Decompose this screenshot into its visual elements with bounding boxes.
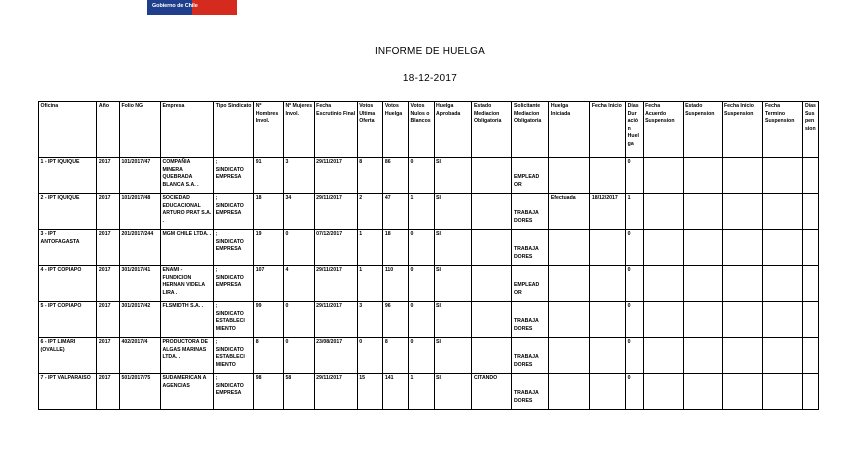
table-cell (683, 302, 722, 338)
table-cell: 6 - IPT LIMARI (OVALLE) (39, 338, 97, 374)
column-header: Estado Mediacion Obligatoria (472, 102, 512, 158)
table-cell: 4 - IPT COPIAPO (39, 266, 97, 302)
table-cell: 0 (626, 374, 643, 410)
table-cell: 8 (357, 158, 383, 194)
table-cell: 1 (357, 230, 383, 266)
table-cell: 101/2017/47 (119, 158, 160, 194)
table-cell: 15 (357, 374, 383, 410)
table-cell: 91 (254, 158, 284, 194)
table-cell: 2017 (97, 302, 120, 338)
table-cell (590, 338, 626, 374)
table-cell (683, 158, 722, 194)
table-cell: 0 (283, 302, 314, 338)
logo-text: Gobierno de Chile (152, 3, 198, 9)
table-cell: 2 (357, 194, 383, 230)
column-header: Empresa (160, 102, 213, 158)
table-cell: TRABAJA DORES (512, 374, 549, 410)
column-header: Votos Huelga (383, 102, 409, 158)
table-cell: 0 (408, 338, 434, 374)
table-cell (763, 194, 803, 230)
table-cell: SOCIEDAD EDUCACIONAL ARTURO PRAT S.A. . (160, 194, 213, 230)
table-cell: SI (434, 302, 472, 338)
table-cell: 3 (357, 302, 383, 338)
table-cell: 0 (408, 266, 434, 302)
table-cell: 2017 (97, 194, 120, 230)
table-cell (643, 158, 683, 194)
table-cell: CITANDO (472, 374, 512, 410)
table-cell: 4 (283, 266, 314, 302)
table-cell: 201/2017/244 (119, 230, 160, 266)
table-cell: 29/11/2017 (314, 266, 357, 302)
table-cell (472, 302, 512, 338)
table-cell: 1 (408, 374, 434, 410)
table-cell (803, 266, 819, 302)
column-header: Huelga Aprobada (434, 102, 472, 158)
table-cell: EMPLEAD OR (512, 266, 549, 302)
table-cell (590, 158, 626, 194)
table-cell: 0 (626, 230, 643, 266)
column-header: Fecha Termino Suspension (763, 102, 803, 158)
table-cell: 3 - IPT ANTOFAGASTA (39, 230, 97, 266)
table-cell (549, 302, 590, 338)
table-cell (683, 230, 722, 266)
table-cell (722, 302, 763, 338)
table-cell (803, 374, 819, 410)
table-cell: 5 - IPT COPIAPO (39, 302, 97, 338)
table-cell: 2017 (97, 374, 120, 410)
table-cell (643, 194, 683, 230)
table-cell (722, 374, 763, 410)
table-cell (472, 194, 512, 230)
table-cell (803, 230, 819, 266)
table-cell: MGM CHILE LTDA. . (160, 230, 213, 266)
column-header: Año (97, 102, 120, 158)
table-cell (590, 266, 626, 302)
table-cell: ENAMI - FUNDICION HERNAN VIDELA LIRA . (160, 266, 213, 302)
column-header: Días Dur ació n Huel ga (626, 102, 643, 158)
table-cell: 0 (408, 302, 434, 338)
table-cell: ; SINDICATO EMPRESA (214, 230, 254, 266)
table-cell (763, 374, 803, 410)
table-cell: ; SINDICATO EMPRESA (214, 266, 254, 302)
table-cell: 07/12/2017 (314, 230, 357, 266)
table-cell: 0 (357, 338, 383, 374)
table-cell: 0 (626, 158, 643, 194)
table-cell: COMPAÑIA MINERA QUEBRADA BLANCA S.A. . (160, 158, 213, 194)
column-header: Días Sus pen sion (803, 102, 819, 158)
table-cell: ; SINDICATO EMPRESA (214, 194, 254, 230)
column-header: Tipo Sindicato (214, 102, 254, 158)
column-header: Votos Nulos o Blancos (408, 102, 434, 158)
report-date: 18-12-2017 (402, 73, 458, 84)
table-cell: FLSMIDTH S.A. . (160, 302, 213, 338)
table-cell: 29/11/2017 (314, 302, 357, 338)
table-cell: 29/11/2017 (314, 374, 357, 410)
table-cell: TRABAJA DORES (512, 230, 549, 266)
table-cell (472, 338, 512, 374)
table-cell: 107 (254, 266, 284, 302)
table-cell (763, 230, 803, 266)
table-cell (683, 374, 722, 410)
table-cell: SI (434, 194, 472, 230)
table-cell (549, 230, 590, 266)
table-cell: 7 - IPT VALPARAISO (39, 374, 97, 410)
table-cell: ; SINDICATO EMPRESA (214, 374, 254, 410)
table-cell (643, 338, 683, 374)
table-cell: TRABAJA DORES (512, 338, 549, 374)
table-cell (763, 302, 803, 338)
table-cell (803, 158, 819, 194)
table-cell (549, 374, 590, 410)
table-cell: 8 (383, 338, 409, 374)
table-cell: 96 (383, 302, 409, 338)
table-cell (683, 194, 722, 230)
table-cell (683, 338, 722, 374)
table-cell: 301/2017/42 (119, 302, 160, 338)
table-cell (590, 374, 626, 410)
table-cell: ; SINDICATO ESTABLECI MIENTO (214, 302, 254, 338)
table-cell: 34 (283, 194, 314, 230)
column-header: Fecha Escrutinio Final (314, 102, 357, 158)
table-cell (683, 266, 722, 302)
table-cell: SUDAMERICAN A AGENCIAS (160, 374, 213, 410)
table-cell: 29/11/2017 (314, 194, 357, 230)
table-cell: 0 (408, 158, 434, 194)
table-cell (763, 158, 803, 194)
table-cell: ; SINDICATO EMPRESA (214, 158, 254, 194)
column-header: Huelga Iniciada (549, 102, 590, 158)
table-cell: 0 (283, 338, 314, 374)
table-cell: TRABAJA DORES (512, 302, 549, 338)
table-row (39, 158, 819, 194)
column-header: Fecha Inicio (590, 102, 626, 158)
table-cell: SI (434, 338, 472, 374)
table-cell: 2017 (97, 266, 120, 302)
table-cell: 19 (254, 230, 284, 266)
table-cell: 18/12/2017 (590, 194, 626, 230)
column-header: Estado Suspension (683, 102, 722, 158)
table-cell: Efectuada (549, 194, 590, 230)
table-cell: 0 (626, 266, 643, 302)
column-header: Nº Mujeres Invol. (283, 102, 314, 158)
table-cell: TRABAJA DORES (512, 194, 549, 230)
report-title: INFORME DE HUELGA (374, 46, 486, 57)
strike-report-table (38, 101, 819, 410)
table-cell: 3 (283, 158, 314, 194)
table-row (39, 194, 819, 230)
table-cell: 1 (357, 266, 383, 302)
table-cell (803, 338, 819, 374)
column-header: Nº Hombres Invol. (254, 102, 284, 158)
table-cell (722, 266, 763, 302)
table-cell (722, 338, 763, 374)
table-cell: 2017 (97, 158, 120, 194)
table-cell (549, 266, 590, 302)
table-cell: 58 (283, 374, 314, 410)
table-cell: 47 (383, 194, 409, 230)
table-cell (643, 374, 683, 410)
table-cell: 0 (283, 230, 314, 266)
table-cell (472, 230, 512, 266)
table-cell: 2 - IPT IQUIQUE (39, 194, 97, 230)
table-cell (549, 338, 590, 374)
table-cell: 2017 (97, 338, 120, 374)
table-cell: 23/08/2017 (314, 338, 357, 374)
table-cell: 141 (383, 374, 409, 410)
table-cell (722, 158, 763, 194)
table-cell (763, 338, 803, 374)
table-cell: SI (434, 158, 472, 194)
table-cell: 402/2017/4 (119, 338, 160, 374)
table-cell: 2017 (97, 230, 120, 266)
table-row (39, 230, 819, 266)
table-cell (549, 158, 590, 194)
table-cell: 99 (254, 302, 284, 338)
table-cell: 29/11/2017 (314, 158, 357, 194)
table-cell (643, 266, 683, 302)
table-cell: 8 (254, 338, 284, 374)
table-row (39, 338, 819, 374)
table-cell: 18 (254, 194, 284, 230)
table-cell: ; SINDICATO ESTABLECI MIENTO (214, 338, 254, 374)
table-row (39, 374, 819, 410)
table-cell: 0 (626, 302, 643, 338)
table-cell (643, 302, 683, 338)
column-header: Fecha Inicio Suspension (722, 102, 763, 158)
column-header: Folio NG (119, 102, 160, 158)
table-cell (472, 266, 512, 302)
table-cell: 110 (383, 266, 409, 302)
table-cell: 98 (254, 374, 284, 410)
table-cell: 1 - IPT IQUIQUE (39, 158, 97, 194)
table-cell: SI (434, 266, 472, 302)
column-header: Fecha Acuerdo Suspension (643, 102, 683, 158)
table-cell (472, 158, 512, 194)
table-cell (803, 194, 819, 230)
table-cell: 501/2017/75 (119, 374, 160, 410)
table-cell: 301/2017/41 (119, 266, 160, 302)
table-cell: EMPLEAD OR (512, 158, 549, 194)
table-cell: PRODUCTORA DE ALGAS MARINAS LTDA. . (160, 338, 213, 374)
table-cell: 0 (408, 230, 434, 266)
column-header: Oficina (39, 102, 97, 158)
table-cell (590, 230, 626, 266)
table-cell (763, 266, 803, 302)
table-row (39, 266, 819, 302)
table-cell (590, 302, 626, 338)
column-header: Solicitante Mediacion Obligatoria (512, 102, 549, 158)
table-row (39, 302, 819, 338)
table-cell: 1 (408, 194, 434, 230)
table-cell (643, 230, 683, 266)
table-header-row (39, 102, 819, 158)
table-cell: 86 (383, 158, 409, 194)
table-cell: SI (434, 374, 472, 410)
table-cell (722, 230, 763, 266)
table-cell: SI (434, 230, 472, 266)
table-cell: 1 (626, 194, 643, 230)
table-cell: 101/2017/48 (119, 194, 160, 230)
table-cell: 18 (383, 230, 409, 266)
table-cell: 0 (626, 338, 643, 374)
table-cell (722, 194, 763, 230)
table-cell (803, 302, 819, 338)
column-header: Votos Ultima Oferta (357, 102, 383, 158)
